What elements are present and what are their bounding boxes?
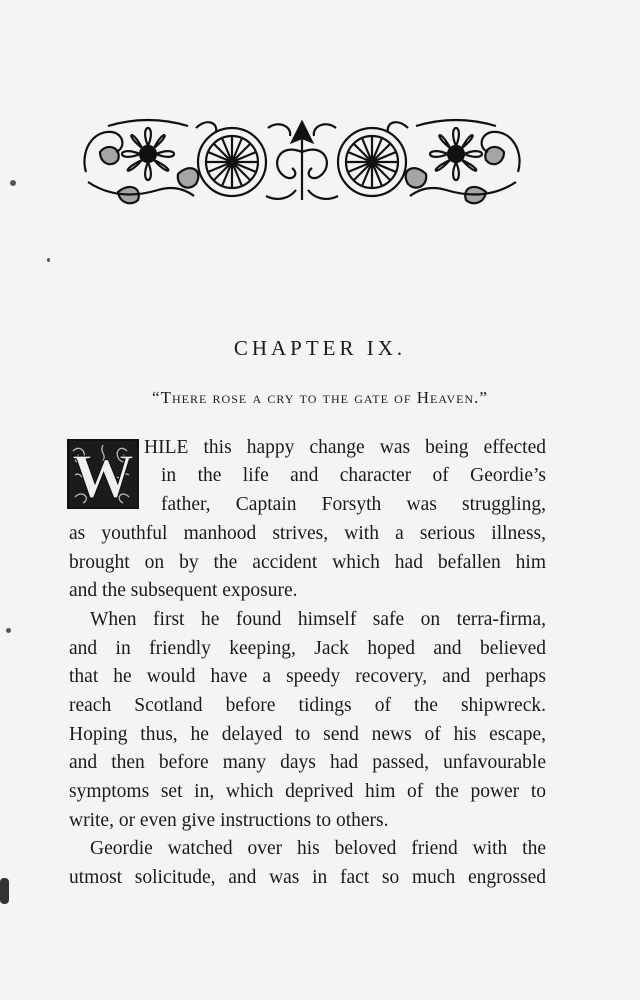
text-line: brought on by the accident which had befallen him xyxy=(69,552,546,573)
scan-speck xyxy=(47,258,50,262)
text-line: as youthful manhood strives, with a serious illness, xyxy=(69,523,546,544)
text-line: and in friendly keeping, Jack hoped and believed xyxy=(69,638,546,659)
text-line: HILE this happy change was being effected xyxy=(144,437,546,458)
scan-speck xyxy=(6,628,11,633)
epigraph-open-quote: “ xyxy=(152,388,161,407)
text-line: reach Scotland before tidings of the shipwreck. xyxy=(69,695,546,716)
scan-speck xyxy=(0,878,9,904)
text-line: When first he found himself safe on terra-firma, xyxy=(90,609,546,630)
drop-cap-letter: W xyxy=(72,443,134,509)
text-line: Hoping thus, he delayed to send news of his escape, xyxy=(69,724,546,745)
text-line: and then before many days had passed, unfavourable xyxy=(69,752,546,773)
epigraph-initial-H: H xyxy=(416,388,431,407)
text-line: Geordie watched over his beloved friend with the xyxy=(90,838,546,859)
decorative-headpiece xyxy=(78,112,526,208)
text-line: that he would have a speedy recovery, and perhaps xyxy=(69,666,546,687)
text-line: utmost solicitude, and was in fact so much engrossed xyxy=(69,867,546,888)
chapter-epigraph xyxy=(0,388,640,408)
text-line: and the subsequent exposure. xyxy=(69,580,298,601)
text-line: write, or even give instructions to others. xyxy=(69,810,389,831)
epigraph-text: here rose a cry to the gate of xyxy=(171,388,417,407)
text-line: in the life and character of Geordie’s xyxy=(161,465,546,486)
text-line: father, Captain Forsyth was struggling, xyxy=(161,494,546,515)
scan-speck xyxy=(10,180,16,186)
epigraph-end: eaven.” xyxy=(430,388,488,407)
text-line: symptoms set in, which deprived him of the power to xyxy=(69,781,546,802)
chapter-title: CHAPTER IX. xyxy=(233,336,407,360)
drop-cap xyxy=(67,439,139,509)
epigraph-initial-T: T xyxy=(160,388,172,407)
